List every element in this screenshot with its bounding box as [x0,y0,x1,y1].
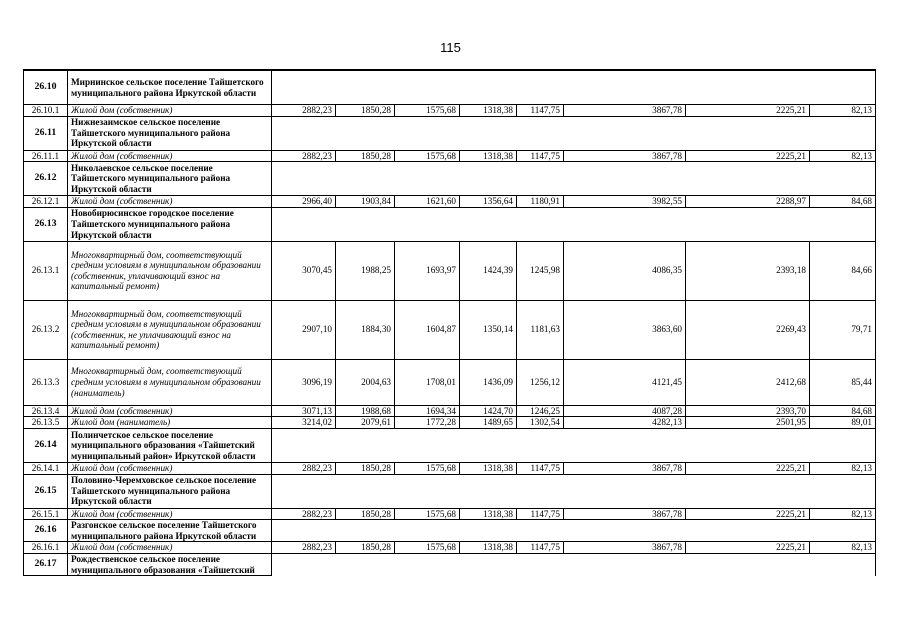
value-cell: 84,68 [810,405,876,417]
empty-cell [517,162,564,196]
value-cell: 2412,68 [686,359,810,405]
value-cell: 2225,21 [686,105,810,117]
value-cell: 1424,39 [460,241,517,300]
empty-cell [460,116,517,150]
value-cell: 1436,09 [460,359,517,405]
tariff-table [23,69,876,576]
row-code: 26.14.1 [24,462,68,474]
section-code: 26.10 [24,70,68,105]
value-cell: 1147,75 [517,508,564,520]
row-code: 26.13.3 [24,359,68,405]
empty-cell [272,553,336,575]
table-row [24,300,876,359]
empty-cell [336,520,395,542]
empty-cell [686,520,810,542]
value-cell: 1147,75 [517,150,564,162]
empty-cell [810,428,876,462]
table-row [24,150,876,162]
empty-cell [686,116,810,150]
value-cell: 2882,23 [272,105,336,117]
table-row [24,417,876,429]
value-cell: 1318,38 [460,105,517,117]
value-cell: 1318,38 [460,462,517,474]
section-row [24,116,876,150]
empty-cell [564,162,686,196]
empty-cell [272,70,336,105]
value-cell: 3071,13 [272,405,336,417]
value-cell: 84,68 [810,196,876,208]
value-cell: 1850,28 [336,542,395,554]
value-cell: 1988,68 [336,405,395,417]
value-cell: 1575,68 [395,462,460,474]
empty-cell [564,207,686,241]
empty-cell [686,162,810,196]
empty-cell [517,520,564,542]
empty-cell [810,520,876,542]
empty-cell [810,70,876,105]
value-cell: 1575,68 [395,542,460,554]
section-name: Половино-Черемховское сельское поселение Тайшетского муниципального района Иркутской области [68,474,272,508]
value-cell: 82,13 [810,462,876,474]
row-code: 26.13.1 [24,241,68,300]
value-cell: 85,44 [810,359,876,405]
empty-cell [395,428,460,462]
empty-cell [336,162,395,196]
section-row [24,70,876,105]
value-cell: 1356,64 [460,196,517,208]
value-cell: 1694,34 [395,405,460,417]
value-cell: 1621,60 [395,196,460,208]
value-cell: 1424,70 [460,405,517,417]
section-row [24,207,876,241]
empty-cell [272,207,336,241]
value-cell: 1575,68 [395,105,460,117]
empty-cell [336,553,395,575]
section-row [24,474,876,508]
value-cell: 2393,18 [686,241,810,300]
value-cell: 4121,45 [564,359,686,405]
empty-cell [336,207,395,241]
value-cell: 3867,78 [564,542,686,554]
empty-cell [517,428,564,462]
section-code: 26.11 [24,116,68,150]
value-cell: 1575,68 [395,508,460,520]
empty-cell [564,553,686,575]
value-cell: 1318,38 [460,542,517,554]
value-cell: 1246,25 [517,405,564,417]
value-cell: 2004,63 [336,359,395,405]
empty-cell [336,116,395,150]
empty-cell [395,553,460,575]
empty-cell [460,553,517,575]
empty-cell [460,474,517,508]
empty-cell [336,70,395,105]
value-cell: 2269,43 [686,300,810,359]
empty-cell [272,520,336,542]
section-name: Рождественское сельское поселение муниципального образования «Тайшетский [68,553,272,575]
value-cell: 1147,75 [517,542,564,554]
row-code: 26.13.4 [24,405,68,417]
page-number: 115 [440,40,461,55]
section-name: Новобирюсинское городское поселение Тайшетского муниципального района Иркутской области [68,207,272,241]
value-cell: 89,01 [810,417,876,429]
empty-cell [517,474,564,508]
empty-cell [564,474,686,508]
empty-cell [272,428,336,462]
table-row [24,542,876,554]
section-name: Николаевское сельское поселение Тайшетского муниципального района Иркутской области [68,162,272,196]
table-row [24,405,876,417]
value-cell: 1850,28 [336,150,395,162]
row-description: Многоквартирный дом, соответствующий средним условиям в муниципальном образовании (собственник, уплачивающий взнос на капитальный ремонт) [68,241,272,300]
section-name: Разгонское сельское поселение Тайшетского муниципального района Иркутской области [68,520,272,542]
row-code: 26.11.1 [24,150,68,162]
row-code: 26.15.1 [24,508,68,520]
value-cell: 1350,14 [460,300,517,359]
value-cell: 1181,63 [517,300,564,359]
empty-cell [810,116,876,150]
value-cell: 82,13 [810,542,876,554]
empty-cell [395,474,460,508]
value-cell: 3867,78 [564,462,686,474]
value-cell: 2225,21 [686,542,810,554]
empty-cell [810,162,876,196]
value-cell: 1850,28 [336,105,395,117]
value-cell: 3867,78 [564,105,686,117]
table-row [24,359,876,405]
row-code: 26.13.2 [24,300,68,359]
empty-cell [336,474,395,508]
section-code: 26.16 [24,520,68,542]
empty-cell [564,116,686,150]
section-code: 26.14 [24,428,68,462]
value-cell: 2288,97 [686,196,810,208]
value-cell: 2079,61 [336,417,395,429]
value-cell: 4282,13 [564,417,686,429]
table-row [24,196,876,208]
value-cell: 1850,28 [336,508,395,520]
empty-cell [395,162,460,196]
value-cell: 1903,84 [336,196,395,208]
empty-cell [564,428,686,462]
value-cell: 2225,21 [686,150,810,162]
value-cell: 1245,98 [517,241,564,300]
section-row [24,162,876,196]
empty-cell [517,207,564,241]
value-cell: 2907,10 [272,300,336,359]
table-row [24,241,876,300]
value-cell: 84,66 [810,241,876,300]
row-description: Жилой дом (собственник) [68,196,272,208]
empty-cell [395,207,460,241]
empty-cell [564,70,686,105]
row-code: 26.12.1 [24,196,68,208]
section-row [24,520,876,542]
empty-cell [460,70,517,105]
row-description: Многоквартирный дом, соответствующий средним условиям в муниципальном образовании (наниматель) [68,359,272,405]
value-cell: 1147,75 [517,462,564,474]
empty-cell [686,428,810,462]
value-cell: 1850,28 [336,462,395,474]
value-cell: 1604,87 [395,300,460,359]
section-code: 26.17 [24,553,68,575]
section-name: Полинчетское сельское поселение муниципального образования «Тайшетский муниципальный район» Иркутской области [68,428,272,462]
row-description: Жилой дом (собственник) [68,542,272,554]
empty-cell [336,428,395,462]
value-cell: 3982,55 [564,196,686,208]
value-cell: 2882,23 [272,542,336,554]
empty-cell [686,553,810,575]
value-cell: 1318,38 [460,150,517,162]
value-cell: 2225,21 [686,508,810,520]
empty-cell [395,116,460,150]
section-code: 26.13 [24,207,68,241]
empty-cell [272,474,336,508]
row-code: 26.10.1 [24,105,68,117]
empty-cell [395,520,460,542]
row-description: Жилой дом (наниматель) [68,417,272,429]
value-cell: 82,13 [810,508,876,520]
row-code: 26.16.1 [24,542,68,554]
value-cell: 1693,97 [395,241,460,300]
table-row [24,508,876,520]
value-cell: 1772,28 [395,417,460,429]
empty-cell [564,520,686,542]
empty-cell [517,70,564,105]
empty-cell [395,70,460,105]
value-cell: 1256,12 [517,359,564,405]
section-code: 26.12 [24,162,68,196]
value-cell: 2966,40 [272,196,336,208]
table-row [24,462,876,474]
empty-cell [460,207,517,241]
value-cell: 2393,70 [686,405,810,417]
empty-cell [686,207,810,241]
value-cell: 1180,91 [517,196,564,208]
value-cell: 79,71 [810,300,876,359]
value-cell: 1318,38 [460,508,517,520]
value-cell: 3214,02 [272,417,336,429]
empty-cell [686,474,810,508]
value-cell: 4087,28 [564,405,686,417]
value-cell: 3867,78 [564,150,686,162]
empty-cell [686,70,810,105]
value-cell: 1708,01 [395,359,460,405]
value-cell: 3070,45 [272,241,336,300]
value-cell: 1884,30 [336,300,395,359]
empty-cell [460,162,517,196]
section-row [24,428,876,462]
row-description: Жилой дом (собственник) [68,150,272,162]
section-name: Нижнезаимское сельское поселение Тайшетского муниципального района Иркутской области [68,116,272,150]
value-cell: 4086,35 [564,241,686,300]
row-code: 26.13.5 [24,417,68,429]
empty-cell [460,520,517,542]
value-cell: 1988,25 [336,241,395,300]
value-cell: 1147,75 [517,105,564,117]
empty-cell [272,162,336,196]
empty-cell [517,553,564,575]
section-code: 26.15 [24,474,68,508]
row-description: Жилой дом (собственник) [68,508,272,520]
value-cell: 2882,23 [272,150,336,162]
value-cell: 2501,95 [686,417,810,429]
section-row [24,553,876,575]
value-cell: 2225,21 [686,462,810,474]
empty-cell [460,428,517,462]
value-cell: 82,13 [810,105,876,117]
empty-cell [517,116,564,150]
value-cell: 1575,68 [395,150,460,162]
row-description: Жилой дом (собственник) [68,405,272,417]
table-row [24,105,876,117]
row-description: Многоквартирный дом, соответствующий средним условиям в муниципальном образовании (собственник, не уплачивающий взнос на капитальный ремонт) [68,300,272,359]
value-cell: 2882,23 [272,462,336,474]
value-cell: 3096,19 [272,359,336,405]
row-description: Жилой дом (собственник) [68,105,272,117]
empty-cell [272,116,336,150]
value-cell: 1489,65 [460,417,517,429]
empty-cell [810,553,876,575]
row-description: Жилой дом (собственник) [68,462,272,474]
empty-cell [810,474,876,508]
value-cell: 1302,54 [517,417,564,429]
empty-cell [810,207,876,241]
value-cell: 3867,78 [564,508,686,520]
section-name: Мирнинское сельское поселение Тайшетского муниципального района Иркутской области [68,70,272,105]
value-cell: 2882,23 [272,508,336,520]
value-cell: 82,13 [810,150,876,162]
value-cell: 3863,60 [564,300,686,359]
